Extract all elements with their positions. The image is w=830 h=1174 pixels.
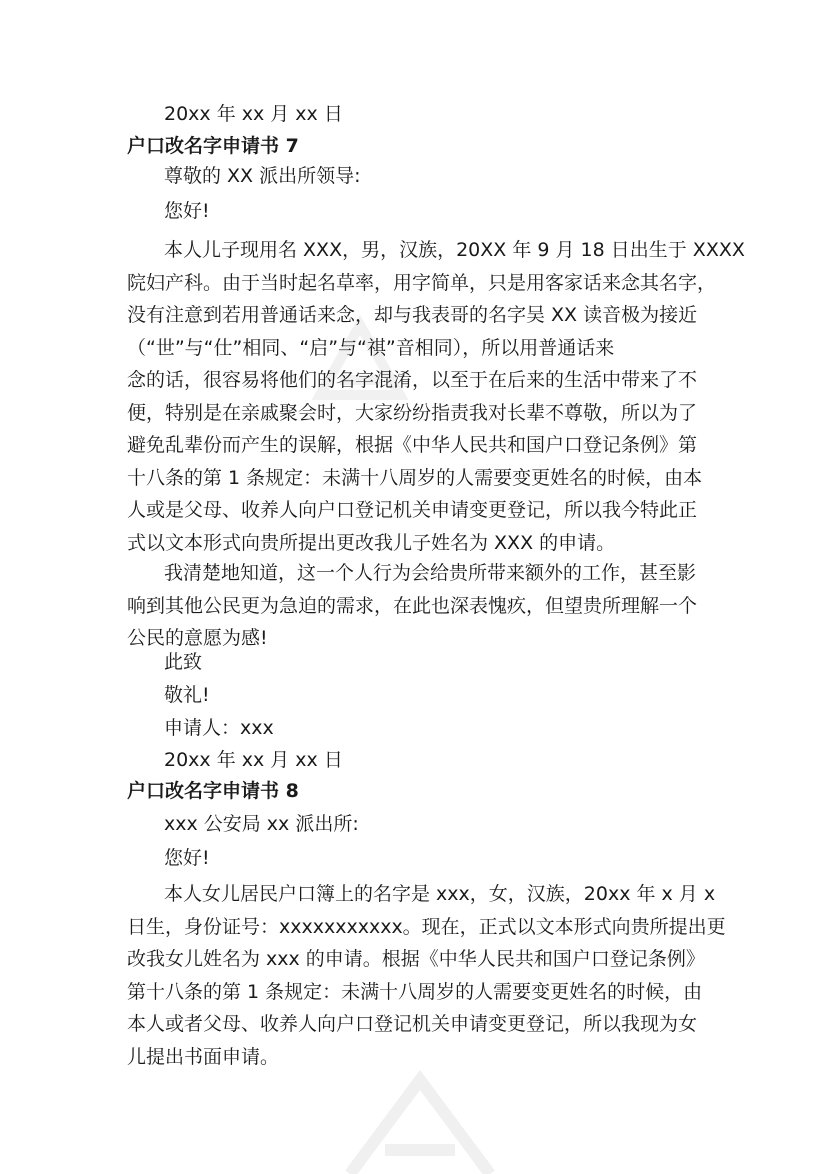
paragraph-line: 儿提出书面申请。 xyxy=(127,1045,280,1068)
closing-line: 此致 xyxy=(164,651,203,673)
paragraph-line: 念的话，很容易将他们的名字混淆，以至于在后来的生活中带来了不 xyxy=(127,369,698,391)
applicant-line: 申请人：xxx xyxy=(164,717,274,739)
paragraph-line: 本人或者父母、收养人向户口登记机关申请变更登记，所以我现为女 xyxy=(127,1013,698,1035)
paragraph-line: 改我女儿姓名为 xxx 的申请。根据《中华人民共和国户口登记条例》 xyxy=(127,948,705,970)
section-heading-8: 户口改名字申请书 8 xyxy=(127,780,299,802)
greeting: 您好! xyxy=(164,200,210,222)
paragraph-line: 我清楚地知道，这一个人行为会给贵所带来额外的工作，甚至影 xyxy=(164,562,697,584)
paragraph-line: 第十八条的第 1 条规定：未满十八周岁的人需要变更姓名的时候，由 xyxy=(127,980,703,1003)
paragraph-line: 式以文本形式向贵所提出更改我儿子姓名为 XXX 的申请。 xyxy=(127,531,616,554)
paragraph-line: 便，特别是在亲戚聚会时，大家纷纷指责我对长辈不尊敬，所以为了 xyxy=(127,401,698,424)
paragraph-line: （“世”与“仕”相同、“启”与“祺”音相同），所以用普通话来 xyxy=(127,336,615,359)
paragraph-line: 没有注意到若用普通话来念，却与我表哥的名字吴 XX 读音极为接近 xyxy=(127,304,698,326)
salutation: 尊敬的 XX 派出所领导: xyxy=(164,165,361,187)
body-paragraph xyxy=(127,234,745,559)
paragraph-line: 避免乱辈份而产生的误解，根据《中华人民共和国户口登记条例》第 xyxy=(127,434,698,456)
paragraph-line: 本人女儿居民户口簿上的名字是 xxx，女，汉族，20xx 年 x 月 x xyxy=(164,883,716,905)
watermark-icon xyxy=(330,1060,510,1174)
greeting: 您好! xyxy=(164,847,210,869)
salutation: xxx 公安局 xx 派出所: xyxy=(164,813,359,835)
body-paragraph xyxy=(127,557,717,655)
body-paragraph xyxy=(127,878,726,1073)
closing-line: 敬礼! xyxy=(164,684,210,706)
date-line: 20xx 年 xx 月 xx 日 xyxy=(164,749,343,771)
paragraph-line: 公民的意愿为感! xyxy=(127,627,268,649)
paragraph-line: 院妇产科。由于当时起名草率，用字简单，只是用客家话来念其名字， xyxy=(127,271,717,294)
paragraph-line: 日生，身份证号：xxxxxxxxxxx。现在，正式以文本形式向贵所提出更 xyxy=(127,915,726,938)
paragraph-line: 人或是父母、收养人向户口登记机关申请变更登记，所以我今特此正 xyxy=(127,499,698,521)
paragraph-line: 十八条的第 1 条规定：未满十八周岁的人需要变更姓名的时候，由本 xyxy=(127,466,703,489)
paragraph-line: 本人儿子现用名 XXX，男，汉族，20XX 年 9 月 18 日出生于 XXXX xyxy=(164,239,745,261)
date-line: 20xx 年 xx 月 xx 日 xyxy=(164,103,343,125)
section-heading-7: 户口改名字申请书 7 xyxy=(127,135,299,157)
paragraph-line: 响到其他公民更为急迫的需求，在此也深表愧疚，但望贵所理解一个 xyxy=(127,594,698,617)
